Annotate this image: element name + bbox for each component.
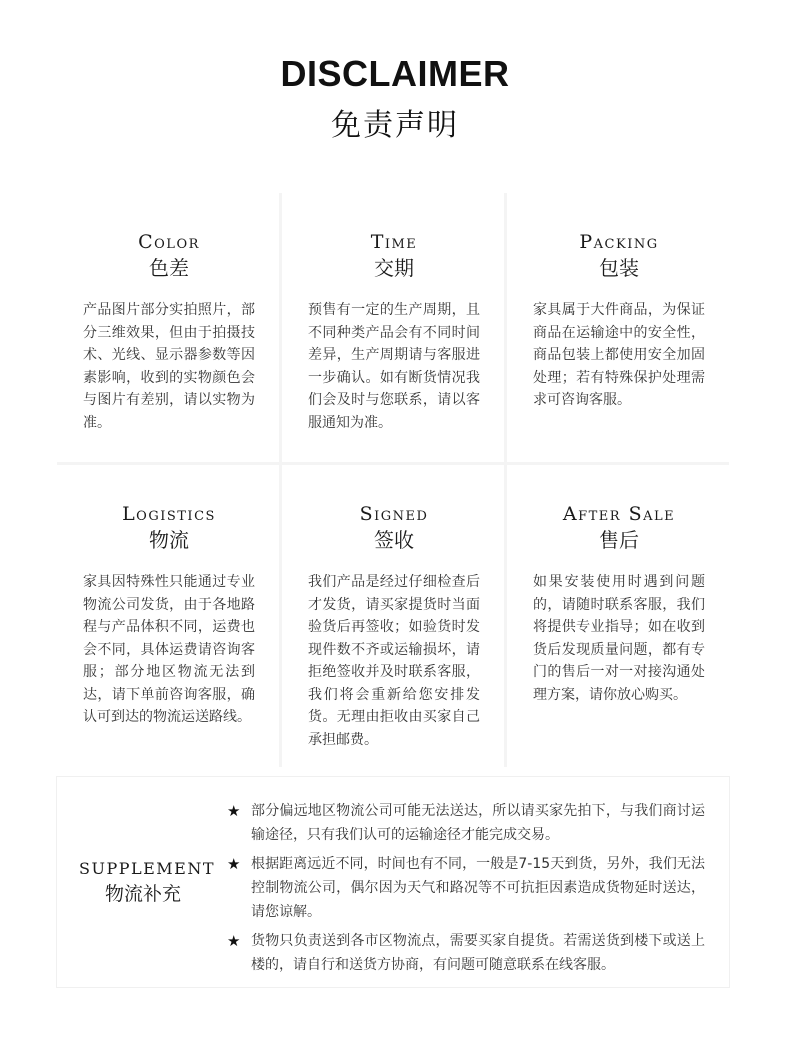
page-title: DISCLAIMER [280, 53, 510, 94]
supplement-title-zh: 物流补充 [104, 883, 181, 905]
card-body: 如果安装使用时遇到问题的，请随时联系客服，我们将提供专业指导；如在收到货后发现质量问题，都有专门的售后一对一对接沟通处理方案，请你放心购买。 [533, 574, 705, 703]
card-title-zh: 交期 [374, 256, 414, 280]
disclaimer-grid [57, 193, 729, 767]
card-title-en: Time [370, 231, 418, 253]
card-body: 家具因特殊性只能通过专业物流公司发货，由于各地路程与产品体积不同，运费也会不同，具体运费请咨询客服；部分地区物流无法到达，请下单前咨询客服，确认可到达的物流运送路线。 [83, 574, 255, 725]
card-title-zh: 色差 [149, 256, 189, 280]
card-title-zh: 物流 [149, 528, 189, 552]
card-title-zh: 包装 [599, 256, 639, 280]
star-icon: ★ [227, 932, 241, 950]
list-item-text: 根据距离远近不同，时间也有不同，一般是7-15天到货，另外，我们无法控制物流公司，偶尔因为天气和路况等不可抗拒因素造成货物延时送达，请您谅解。 [251, 856, 705, 920]
card-body: 预售有一定的生产周期，且不同种类产品会有不同时间差异，生产周期请与客服进一步确认。如有断货情况我们会及时与您联系，请以客服通知为准。 [308, 302, 480, 431]
star-icon: ★ [227, 802, 241, 820]
supplement-section [57, 777, 729, 987]
color-card [57, 193, 279, 462]
card-body: 我们产品是经过仔细检查后才发货，请买家提货时当面验货后再签收；如验货时发现件数不齐或运输损坏，请拒绝签收并及时联系客服，我们将会重新给您安排发货。无理由拒收由买家自己承担邮费。 [308, 574, 480, 748]
page-header [0, 52, 790, 146]
list-item-text: 部分偏远地区物流公司可能无法送达，所以请买家先拍下，与我们商讨运输途径，只有我们认可的运输途径才能完成交易。 [251, 803, 705, 843]
card-title-en: Signed [359, 503, 429, 525]
supplement-list [227, 799, 705, 982]
card-body: 产品图片部分实拍照片，部分三维效果，但由于拍摄技术、光线、显示器参数等因素影响，收到的实物颜色会与图片有差别，请以实物为准。 [83, 302, 255, 431]
card-body: 家具属于大件商品，为保证商品在运输途中的安全性，商品包装上都使用安全加固处理；若有特殊保护处理需求可咨询客服。 [533, 302, 705, 408]
card-title-en: Color [138, 231, 200, 253]
list-item [227, 852, 705, 924]
card-title-zh: 售后 [599, 528, 639, 552]
list-item [227, 799, 705, 847]
page-subtitle: 免责声明 [331, 108, 459, 143]
after-sale-card [507, 465, 729, 767]
card-title-zh: 签收 [374, 528, 414, 552]
signed-card [282, 465, 504, 767]
supplement-title [79, 859, 216, 907]
star-icon: ★ [227, 855, 241, 873]
card-title-en: Logistics [122, 503, 216, 525]
card-title-en: After Sale [562, 503, 676, 525]
time-card [282, 193, 504, 462]
packing-card [507, 193, 729, 462]
card-title-en: Packing [579, 231, 659, 253]
list-item-text: 货物只负责送到各市区物流点，需要买家自提货。若需送货到楼下或送上楼的，请自行和送货方协商，有问题可随意联系在线客服。 [251, 933, 705, 973]
list-item [227, 929, 705, 977]
supplement-title-en: SUPPLEMENT [79, 859, 216, 878]
logistics-card [57, 465, 279, 767]
